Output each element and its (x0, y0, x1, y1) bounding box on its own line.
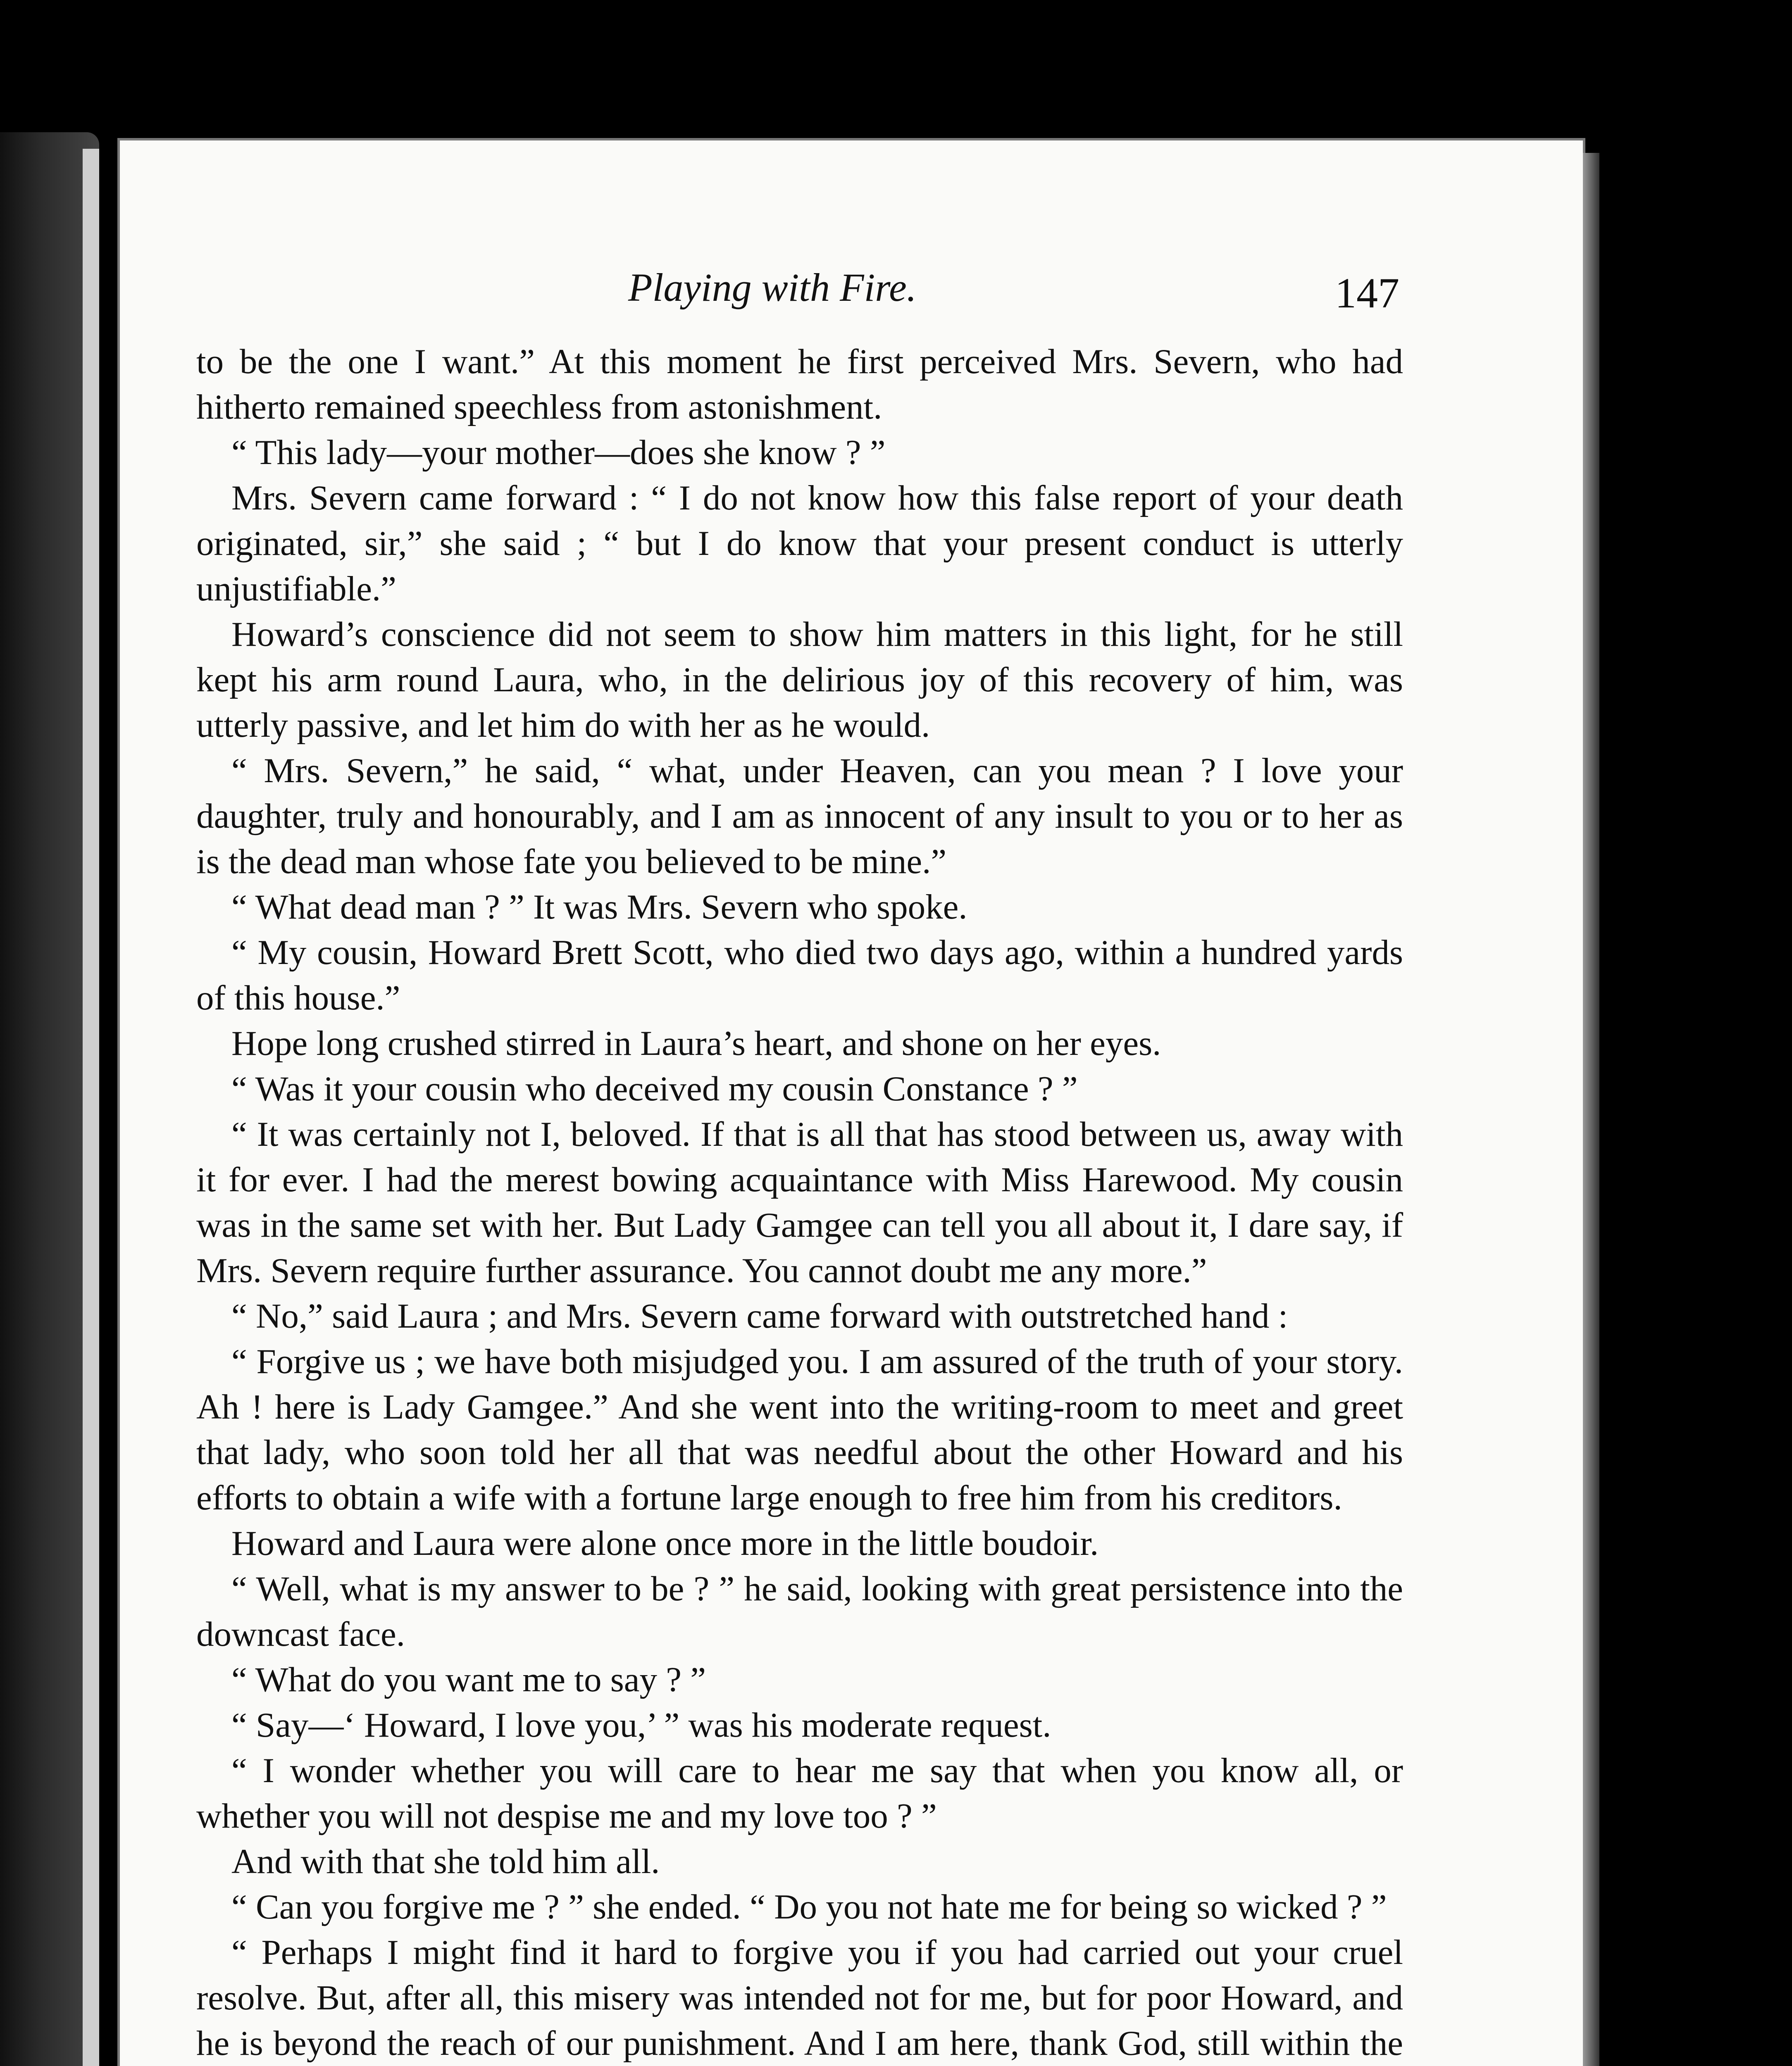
paragraph: Howard and Laura were alone once more in the little boudoir. (231, 1524, 1099, 1563)
body-text (196, 339, 1403, 2066)
paragraph: “ Perhaps I might find it hard to forgive you if you had carried out your cruel resolve. But, after all, this misery was intended not for me, but for poor Howard, and he is beyond the reach of our punishment. And I am here, thank God, still within the (196, 1933, 1403, 2063)
paragraph: “ I wonder whether you will care to hear me say that when you know all, or whether you will not despise me and my love too ? ” (196, 1751, 1403, 1835)
paragraph: “ Can you forgive me ? ” she ended. “ Do you not hate me for being so wicked ? ” (231, 1887, 1387, 1926)
paragraph: “ What dead man ? ” It was Mrs. Severn who spoke. (231, 888, 967, 926)
running-title: Playing with Fire. (628, 265, 917, 309)
paragraph: “ Say—‘ Howard, I love you,’ ” was his moderate request. (231, 1706, 1051, 1745)
paragraph: “ Mrs. Severn,” he said, “ what, under Heaven, can you mean ? I love your daughter, truly and honourably, and I am as innocent of any insult to you or to her as is the dead man whose fate you believed to be mine.” (196, 751, 1403, 881)
paragraph: Hope long crushed stirred in Laura’s heart, and shone on her eyes. (231, 1024, 1161, 1063)
page-header (120, 264, 1583, 331)
paragraph: “ This lady—your mother—does she know ? ” (231, 433, 886, 472)
book-page (120, 140, 1583, 2066)
paragraph: “ Well, what is my answer to be ? ” he said, looking with great persistence into the downcast face. (196, 1569, 1403, 1654)
facing-page-edge (83, 149, 99, 2066)
paragraph: “ My cousin, Howard Brett Scott, who died two days ago, within a hundred yards of this house.” (196, 933, 1403, 1017)
paragraph: “ What do you want me to say ? ” (231, 1660, 706, 1699)
paragraph: “ Was it your cousin who deceived my cousin Constance ? ” (231, 1069, 1078, 1108)
paragraph: Mrs. Severn came forward : “ I do not know how this false report of your death originated, sir,” she said ; “ but I do know that your present conduct is utterly unjustifiable.” (196, 478, 1403, 608)
paragraph: Howard’s conscience did not seem to show him matters in this light, for he still kept his arm round Laura, who, in the delirious joy of this recovery of him, was utterly passive, and let him do with her as he would. (196, 615, 1403, 745)
paragraph: to be the one I want.” At this moment he first perceived Mrs. Severn, who had hitherto remained speechless from astonishment. (196, 342, 1403, 426)
paragraph: “ Forgive us ; we have both misjudged you. I am assured of the truth of your story. Ah ! here is Lady Gamgee.” And she went into the writing-room to meet and greet that lady, who soon told her all that was needful about the other Howard and his efforts to obtain a wife with a fortune large enough to free him from his creditors. (196, 1342, 1403, 1517)
paragraph: “ No,” said Laura ; and Mrs. Severn came forward with outstretched hand : (231, 1297, 1288, 1335)
paragraph: “ It was certainly not I, beloved. If that is all that has stood between us, away with it for ever. I had the merest bowing acquaintance with Miss Harewood. My cousin was in the same set with her. But Lady Gamgee can tell you all about it, I dare say, if Mrs. Severn require further assurance. You cannot doubt me any more.” (196, 1115, 1403, 1290)
page-number: 147 (1335, 269, 1399, 317)
paragraph: And with that she told him all. (231, 1842, 660, 1881)
page-stack-edge (1583, 153, 1599, 2066)
